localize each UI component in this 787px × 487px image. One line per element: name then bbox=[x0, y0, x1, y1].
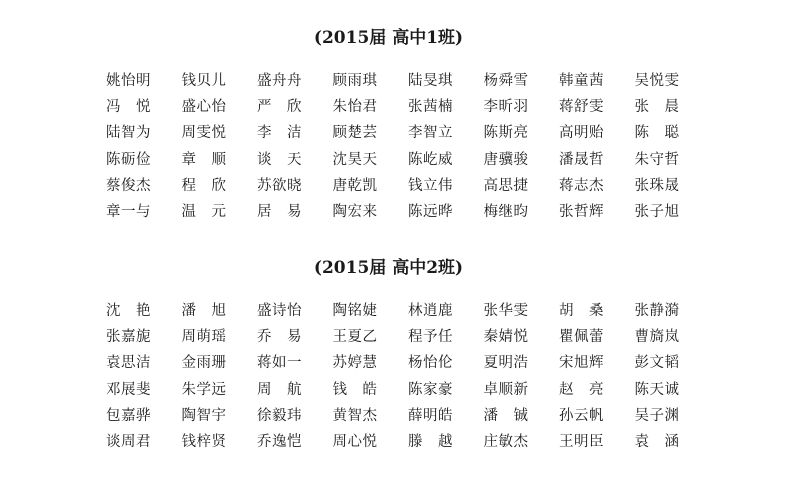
student-name: 盛舟舟 bbox=[257, 73, 302, 89]
student-name: 程 欣 bbox=[181, 177, 227, 194]
student-name: 张茜楠 bbox=[408, 99, 453, 116]
student-name: 高明贻 bbox=[559, 125, 604, 142]
student-name: 曹旖岚 bbox=[634, 329, 680, 346]
student-name: 瞿佩蕾 bbox=[559, 329, 604, 346]
student-name: 薛明皓 bbox=[408, 407, 453, 424]
student-name: 王夏乙 bbox=[332, 329, 378, 346]
student-name: 张静漪 bbox=[634, 303, 680, 319]
section-title: (2015届 高中2班) bbox=[313, 258, 464, 278]
student-name: 周 航 bbox=[257, 381, 302, 398]
student-name: 顾楚芸 bbox=[332, 125, 378, 142]
student-name: 钱贝儿 bbox=[181, 73, 227, 89]
student-name: 彭文韬 bbox=[634, 355, 680, 372]
student-name: 谈 天 bbox=[257, 151, 302, 168]
student-name: 陶宏来 bbox=[332, 203, 378, 220]
student-name: 张哲辉 bbox=[559, 203, 604, 220]
student-name: 李 洁 bbox=[257, 125, 302, 142]
student-name: 蒋舒雯 bbox=[559, 99, 604, 116]
student-name: 李昕羽 bbox=[483, 99, 529, 116]
student-name: 韩童茜 bbox=[559, 73, 604, 89]
student-name: 袁 涵 bbox=[634, 433, 680, 450]
student-name: 陈屹威 bbox=[408, 151, 453, 168]
student-name: 沈 艳 bbox=[106, 303, 151, 319]
student-name: 潘晟哲 bbox=[559, 151, 604, 168]
student-name: 乔 易 bbox=[257, 329, 302, 346]
student-name: 高思捷 bbox=[483, 177, 529, 194]
student-name: 包嘉骅 bbox=[106, 407, 151, 424]
student-name: 蒋志杰 bbox=[559, 177, 604, 194]
student-name: 潘 旭 bbox=[181, 303, 227, 319]
student-name: 章 顺 bbox=[181, 151, 227, 168]
student-name: 杨怡伦 bbox=[408, 355, 453, 372]
student-name: 章一与 bbox=[106, 203, 151, 220]
name-grid bbox=[106, 68, 710, 225]
student-name: 周雯悦 bbox=[181, 125, 227, 142]
student-name: 张子旭 bbox=[634, 203, 680, 220]
student-name: 陈远晔 bbox=[408, 203, 453, 220]
student-name: 林逍鹿 bbox=[408, 303, 453, 319]
class-section-2 bbox=[0, 256, 787, 450]
student-name: 赵 亮 bbox=[559, 381, 604, 398]
student-name: 朱守哲 bbox=[634, 151, 680, 168]
student-name: 邓展斐 bbox=[106, 381, 151, 398]
student-name: 胡 桑 bbox=[559, 303, 604, 319]
student-name: 夏明浩 bbox=[483, 355, 529, 372]
student-name: 宋旭辉 bbox=[559, 355, 604, 372]
student-name: 张珠晟 bbox=[634, 177, 680, 194]
section-title: (2015届 高中1班) bbox=[313, 28, 464, 48]
student-name: 张华雯 bbox=[483, 303, 529, 319]
student-name: 乔逸恺 bbox=[257, 433, 302, 450]
student-name: 程予任 bbox=[408, 329, 453, 346]
student-name: 钱 皓 bbox=[332, 381, 378, 398]
student-name: 严 欣 bbox=[257, 99, 302, 116]
student-name: 徐毅玮 bbox=[257, 407, 302, 424]
student-name: 朱怡君 bbox=[332, 99, 378, 116]
student-name: 杨舜雪 bbox=[483, 73, 529, 89]
student-name: 陶智宇 bbox=[181, 407, 227, 424]
student-name: 冯 悦 bbox=[106, 99, 151, 116]
student-name: 钱梓贤 bbox=[181, 433, 227, 450]
student-name: 苏欲晓 bbox=[257, 177, 302, 194]
student-name: 陈 聪 bbox=[634, 125, 680, 142]
student-name: 陈家豪 bbox=[408, 381, 453, 398]
student-name: 蔡俊杰 bbox=[106, 177, 151, 194]
student-name: 沈昊天 bbox=[332, 151, 378, 168]
student-name: 王明臣 bbox=[559, 433, 604, 450]
student-name: 李智立 bbox=[408, 125, 453, 142]
student-name: 潘 铖 bbox=[483, 407, 529, 424]
student-name: 陆旻琪 bbox=[408, 73, 453, 89]
student-name: 秦婧悦 bbox=[483, 329, 529, 346]
student-name: 蒋如一 bbox=[257, 355, 302, 372]
student-name: 卓顺新 bbox=[483, 381, 529, 398]
student-name: 陈斯亮 bbox=[483, 125, 529, 142]
student-name: 陈天诚 bbox=[634, 381, 680, 398]
student-name: 唐骥骏 bbox=[483, 151, 529, 168]
student-name: 居 易 bbox=[257, 203, 302, 220]
student-name: 袁思洁 bbox=[106, 355, 151, 372]
student-name: 吴子渊 bbox=[634, 407, 680, 424]
student-name: 金雨珊 bbox=[181, 355, 227, 372]
student-name: 谈周君 bbox=[106, 433, 151, 450]
student-name: 陆智为 bbox=[106, 125, 151, 142]
student-name: 滕 越 bbox=[408, 433, 453, 450]
student-name: 朱学远 bbox=[181, 381, 227, 398]
student-name: 唐乾凯 bbox=[332, 177, 378, 194]
student-name: 顾雨琪 bbox=[332, 73, 378, 89]
student-name: 钱立伟 bbox=[408, 177, 453, 194]
student-name: 陶铭婕 bbox=[332, 303, 378, 319]
class-section-1 bbox=[0, 26, 787, 220]
name-grid bbox=[106, 298, 710, 455]
student-name: 张嘉旎 bbox=[106, 329, 151, 346]
student-name: 周心悦 bbox=[332, 433, 378, 450]
student-name: 盛诗怡 bbox=[257, 303, 302, 319]
student-name: 苏婷慧 bbox=[332, 355, 378, 372]
student-name: 庄敏杰 bbox=[483, 433, 529, 450]
student-name: 张 晨 bbox=[634, 99, 680, 116]
student-name: 陈砺俭 bbox=[106, 151, 151, 168]
student-name: 吴悦雯 bbox=[634, 73, 680, 89]
student-name: 盛心怡 bbox=[181, 99, 227, 116]
student-name: 周萌瑶 bbox=[181, 329, 227, 346]
student-name: 温 元 bbox=[181, 203, 227, 220]
student-name: 姚怡明 bbox=[106, 73, 151, 89]
student-name: 黄智杰 bbox=[332, 407, 378, 424]
student-name: 孙云帆 bbox=[559, 407, 604, 424]
student-name: 梅继昀 bbox=[483, 203, 529, 220]
